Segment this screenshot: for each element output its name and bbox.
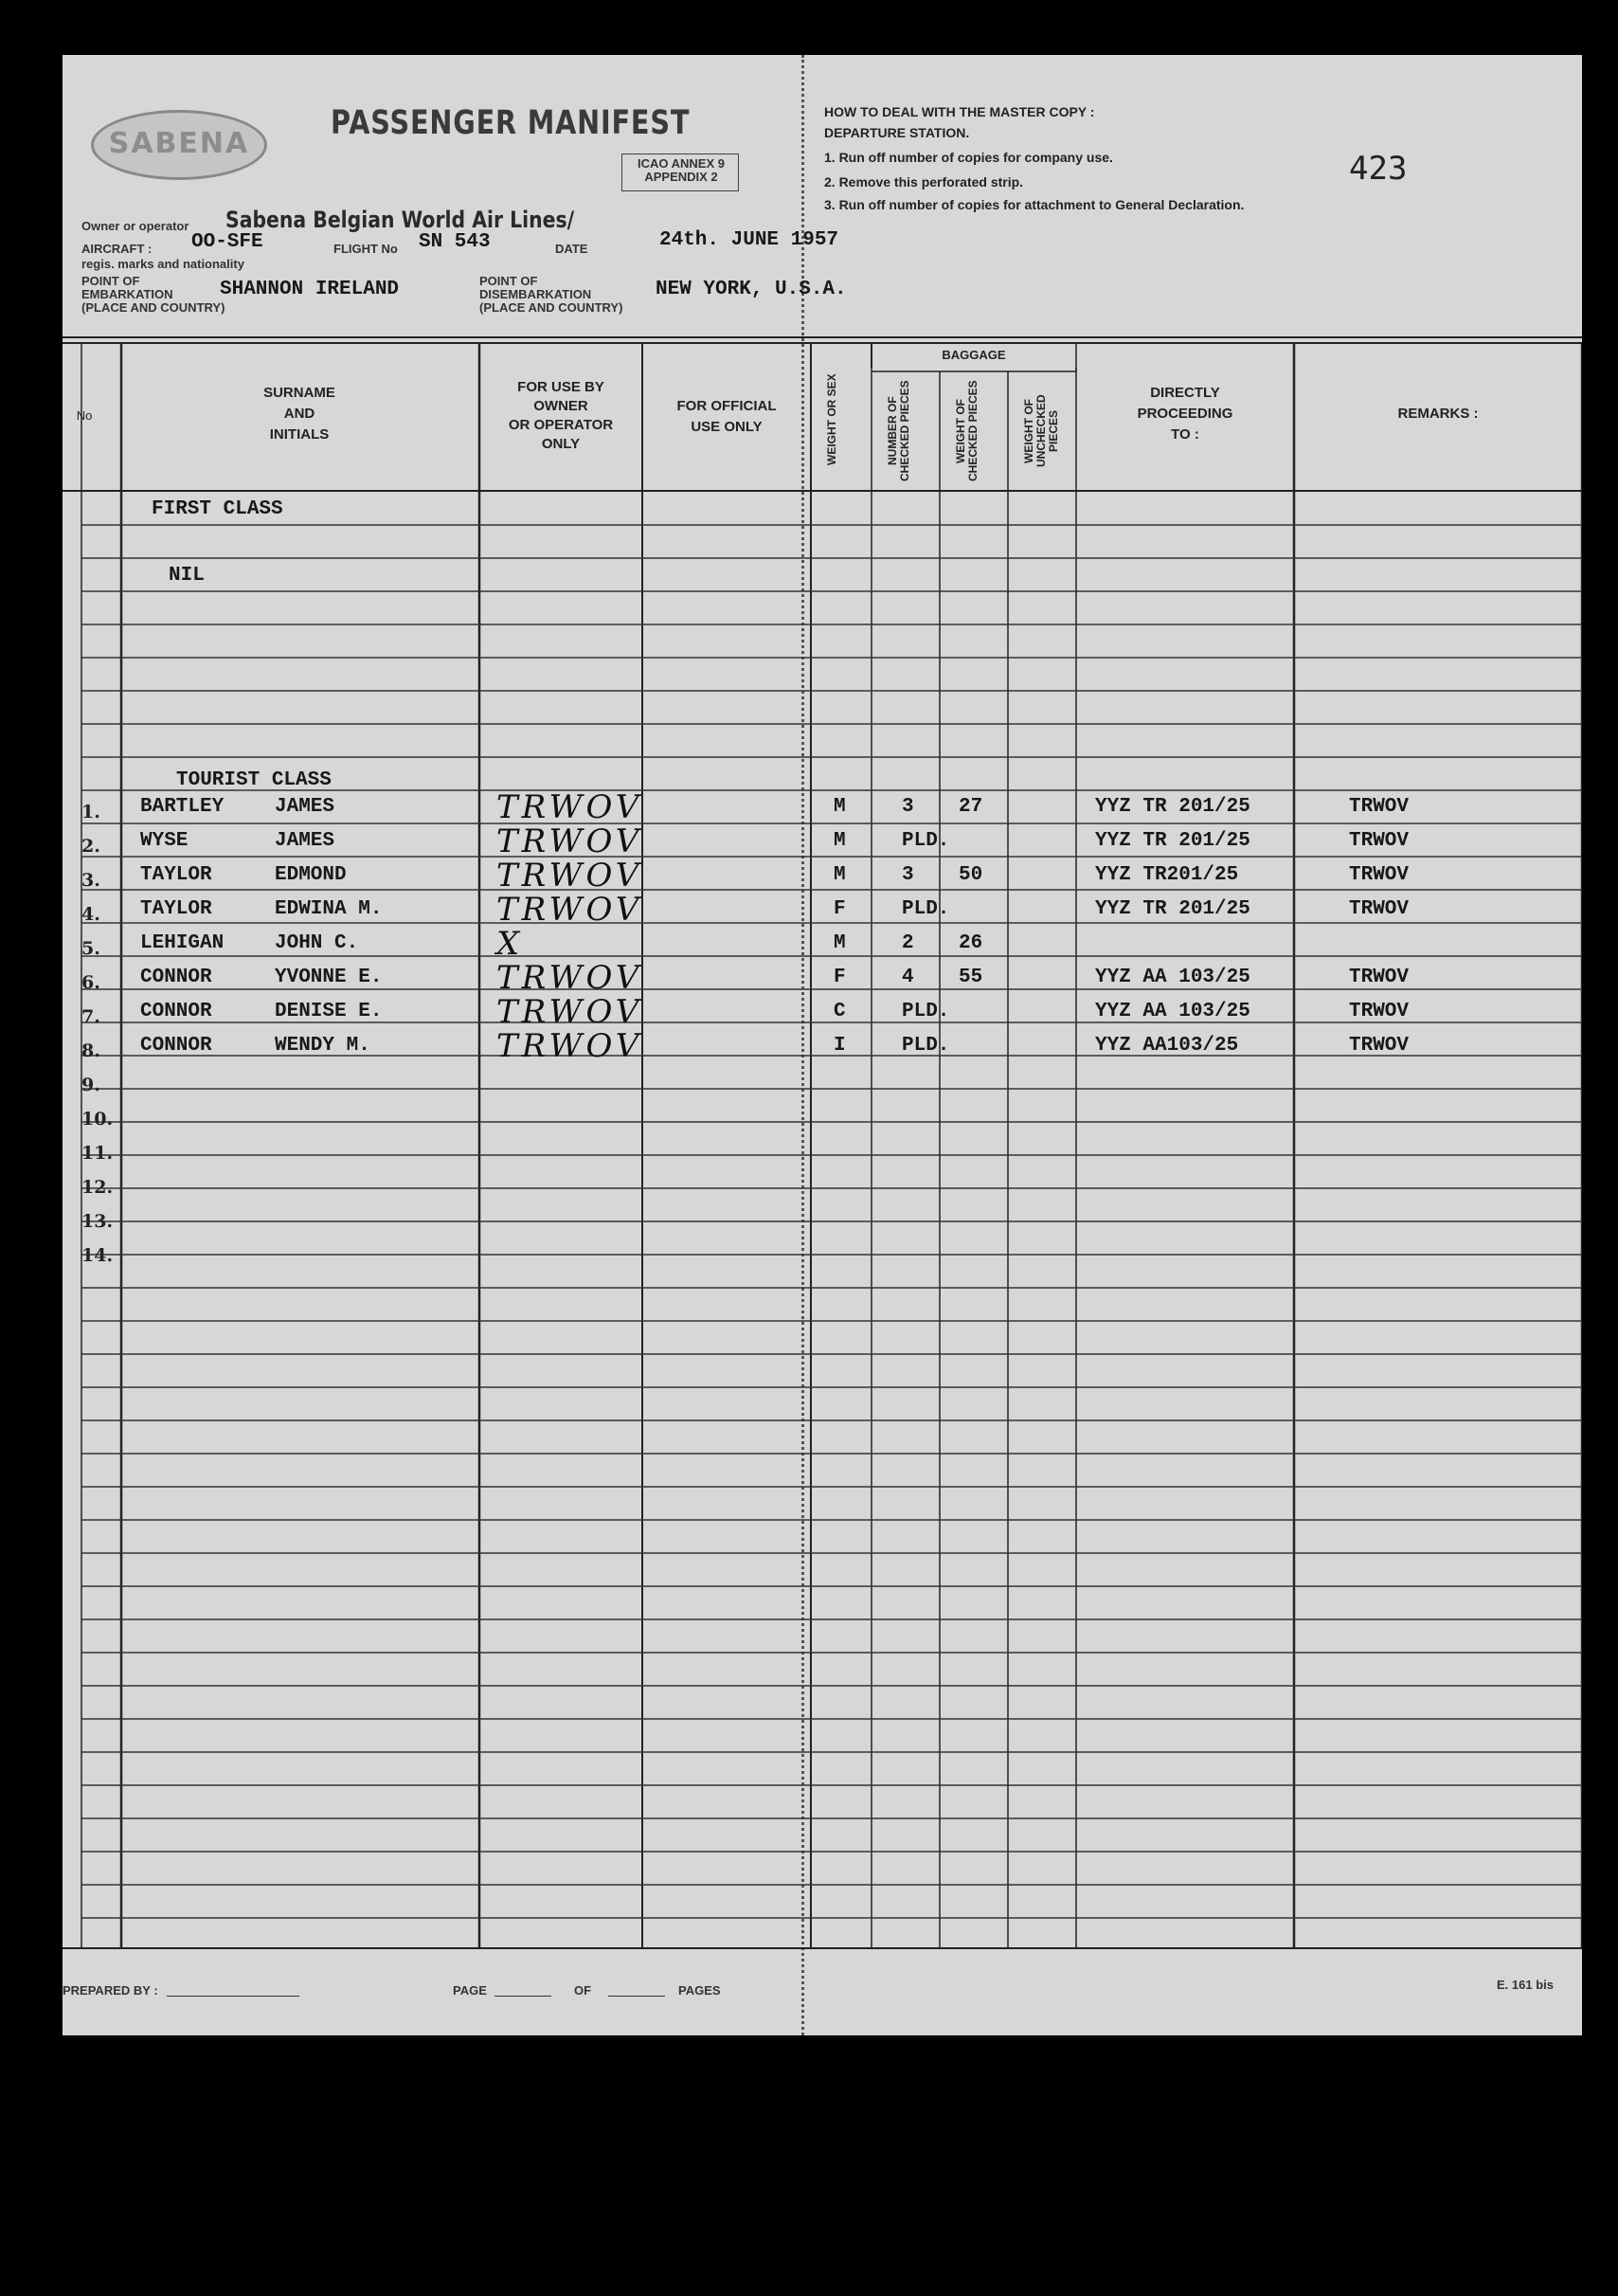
proceeding-to: YYZ TR 201/25 [1095, 898, 1250, 920]
remarks-value: TRWOV [1349, 1001, 1410, 1022]
disembark-value: NEW YORK, U.S.A. [656, 279, 847, 300]
page-title: PASSENGER MANIFEST [331, 104, 691, 142]
row-number: 4. [81, 904, 100, 925]
col-weight-unchecked-header: WEIGHT OF UNCHECKED PIECES [1022, 394, 1060, 468]
passenger-names: EDMOND [275, 864, 347, 886]
remarks-value: TRWOV [1349, 864, 1410, 886]
row-number: 6. [81, 972, 100, 993]
col-surname-header-1: SURNAME [263, 385, 335, 401]
passenger-surname: TAYLOR [140, 864, 212, 886]
col-directly-header-2: PROCEEDING [1137, 406, 1233, 422]
row-number: 3. [81, 870, 100, 891]
disembark-label-2: DISEMBARKATION [479, 287, 592, 301]
baggage-pieces: 2 [902, 932, 914, 954]
col-weight-sex-header: WEIGHT OR SEX [825, 373, 838, 466]
instructions-subheading: DEPARTURE STATION. [824, 125, 970, 140]
col-num-checked-header: NUMBER OF CHECKED PIECES [886, 380, 911, 482]
of-label: OF [574, 1983, 592, 1998]
col-official-header-2: USE ONLY [691, 419, 763, 435]
passenger-sex: M [834, 796, 846, 818]
remarks-value: TRWOV [1349, 967, 1410, 988]
col-directly-header-3: TO : [1171, 426, 1199, 443]
row-number: 2. [81, 836, 100, 857]
passenger-names: WENDY M. [275, 1035, 370, 1057]
owner-label: Owner or operator [81, 219, 189, 233]
icao-annex: ICAO ANNEX 9 [638, 156, 725, 171]
row-number: 11. [81, 1143, 114, 1164]
row-number: 5. [81, 938, 100, 959]
col-surname-header-3: INITIALS [269, 426, 330, 443]
prepared-by-label: PREPARED BY : [63, 1983, 158, 1998]
disembark-label-3: (PLACE AND COUNTRY) [479, 300, 623, 315]
prepared-by-line [167, 1996, 299, 1997]
first-class-nil: NIL [169, 565, 205, 587]
row-number: 10. [81, 1109, 114, 1130]
passenger-surname: CONNOR [140, 1035, 212, 1057]
row-number: 14. [81, 1245, 114, 1266]
proceeding-to: YYZ AA 103/25 [1095, 967, 1250, 988]
proceeding-to: YYZ TR 201/25 [1095, 796, 1250, 818]
col-owner-header-4: ONLY [541, 436, 581, 452]
remarks-value: TRWOV [1349, 796, 1410, 818]
owner-value: Sabena Belgian World Air Lines/ [225, 207, 575, 233]
aircraft-value: OO-SFE [191, 231, 263, 253]
passenger-names: JAMES [275, 796, 335, 818]
passenger-names: DENISE E. [275, 1001, 383, 1022]
passenger-surname: BARTLEY [140, 796, 225, 818]
handwritten-note: TRWOV [496, 857, 643, 895]
baggage-pieces: PLD. [902, 830, 950, 852]
proceeding-to: YYZ AA103/25 [1095, 1035, 1239, 1057]
row-number: 9. [81, 1075, 100, 1095]
handwritten-note: TRWOV [496, 788, 643, 826]
embark-label-3: (PLACE AND COUNTRY) [81, 300, 225, 315]
date-label: DATE [555, 242, 588, 256]
aircraft-label: AIRCRAFT : [81, 242, 153, 256]
page-label: PAGE [453, 1983, 487, 1998]
baggage-pieces: PLD. [902, 898, 950, 920]
tourist-class-label: TOURIST CLASS [176, 769, 332, 791]
passenger-surname: WYSE [140, 830, 189, 852]
passenger-sex: M [834, 932, 846, 954]
passenger-names: EDWINA M. [275, 898, 383, 920]
page-number: 423 [1349, 150, 1408, 188]
remarks-value: TRWOV [1349, 898, 1410, 920]
passenger-sex: C [834, 1001, 846, 1022]
pages-label: PAGES [678, 1983, 721, 1998]
col-no-header: No [76, 408, 93, 423]
row-number: 7. [81, 1006, 100, 1027]
sabena-logo-text: SABENA [108, 127, 250, 160]
row-number: 1. [81, 802, 100, 823]
manifest-sheet [63, 55, 1582, 2035]
handwritten-note: TRWOV [496, 1027, 643, 1065]
col-surname-header-2: AND [283, 406, 315, 422]
col-owner-header-1: FOR USE BY [517, 379, 604, 395]
instruction-step-1: 1. Run off number of copies for company use. [824, 150, 1113, 165]
flight-label: FLIGHT No [333, 242, 398, 256]
passenger-surname: CONNOR [140, 1001, 212, 1022]
passenger-sex: M [834, 830, 846, 852]
baggage-weight: 26 [959, 932, 983, 954]
disembark-label-1: POINT OF [479, 274, 538, 288]
baggage-pieces: 4 [902, 967, 914, 988]
handwritten-note: X [496, 925, 524, 963]
date-value: 24th. JUNE 1957 [659, 229, 839, 251]
flight-value: SN 543 [419, 231, 491, 253]
baggage-weight: 27 [959, 796, 983, 818]
col-owner-header-3: OR OPERATOR [508, 417, 614, 433]
baggage-weight: 55 [959, 967, 983, 988]
handwritten-note: TRWOV [496, 823, 643, 860]
handwritten-note: TRWOV [496, 993, 643, 1031]
passenger-sex: F [834, 967, 846, 988]
col-weight-checked-header: WEIGHT OF CHECKED PIECES [954, 380, 980, 482]
row-number: 13. [81, 1211, 114, 1232]
embark-label-1: POINT OF [81, 274, 140, 288]
of-line [608, 1996, 665, 1997]
passenger-surname: TAYLOR [140, 898, 212, 920]
embark-label-2: EMBARKATION [81, 287, 173, 301]
page-line [494, 1996, 551, 1997]
instruction-step-3: 3. Run off number of copies for attachment to General Declaration. [824, 197, 1245, 212]
remarks-value: TRWOV [1349, 830, 1410, 852]
passenger-names: JAMES [275, 830, 335, 852]
col-official-header-1: FOR OFFICIAL [676, 398, 777, 414]
handwritten-note: TRWOV [496, 891, 643, 929]
aircraft-sublabel: regis. marks and nationality [81, 257, 244, 271]
baggage-pieces: PLD. [902, 1001, 950, 1022]
passenger-names: JOHN C. [275, 932, 359, 954]
passenger-surname: LEHIGAN [140, 932, 225, 954]
baggage-weight: 50 [959, 864, 983, 886]
icao-appendix: APPENDIX 2 [644, 170, 718, 184]
embark-value: SHANNON IRELAND [220, 279, 400, 300]
baggage-pieces: 3 [902, 796, 914, 818]
proceeding-to: YYZ TR201/25 [1095, 864, 1239, 886]
passenger-sex: F [834, 898, 846, 920]
proceeding-to: YYZ AA 103/25 [1095, 1001, 1250, 1022]
baggage-pieces: PLD. [902, 1035, 950, 1057]
handwritten-note: TRWOV [496, 959, 643, 997]
passenger-sex: I [834, 1035, 846, 1057]
form-code: E. 161 bis [1497, 1978, 1554, 1992]
col-owner-header-2: OWNER [533, 398, 588, 414]
passenger-surname: CONNOR [140, 967, 212, 988]
remarks-value: TRWOV [1349, 1035, 1410, 1057]
baggage-pieces: 3 [902, 864, 914, 886]
first-class-label: FIRST CLASS [152, 498, 283, 520]
passenger-sex: M [834, 864, 846, 886]
row-number: 8. [81, 1040, 100, 1061]
proceeding-to: YYZ TR 201/25 [1095, 830, 1250, 852]
passenger-names: YVONNE E. [275, 967, 383, 988]
col-directly-header-1: DIRECTLY [1150, 385, 1220, 401]
instructions-heading: HOW TO DEAL WITH THE MASTER COPY : [824, 104, 1095, 119]
col-remarks-header: REMARKS : [1397, 406, 1479, 422]
col-baggage-header: BAGGAGE [942, 348, 1006, 362]
row-number: 12. [81, 1177, 114, 1198]
instruction-step-2: 2. Remove this perforated strip. [824, 174, 1024, 190]
